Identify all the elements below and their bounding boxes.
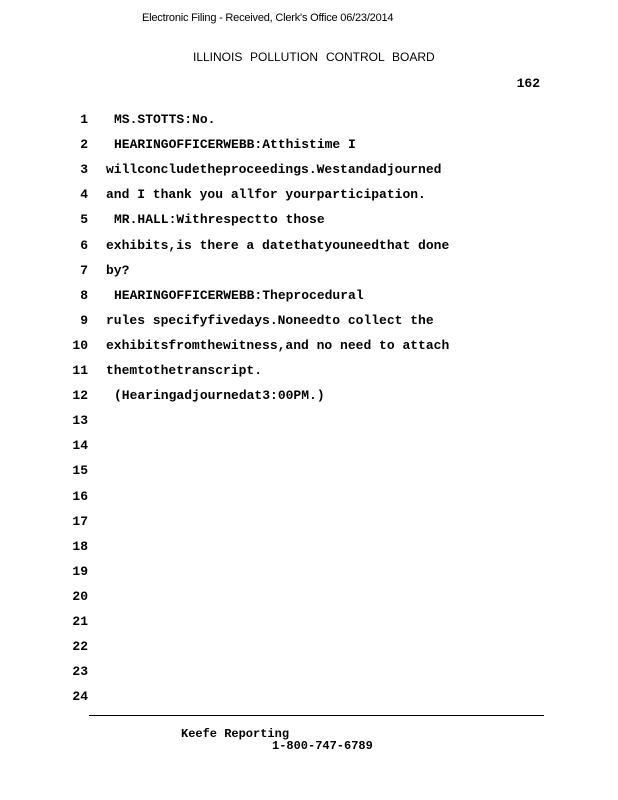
line-number: 3 (80, 162, 88, 178)
line-text: themtothetranscript. (106, 363, 263, 378)
line-text: exhibits,is there a datethatyouneedthat done (106, 237, 450, 253)
transcript-line (0, 313, 618, 338)
line-text: HEARINGOFFICERWEBB:Atthistime I (114, 137, 356, 153)
footer-rule (89, 715, 544, 716)
header-word-3: CONTROL (326, 50, 385, 64)
line-number: 23 (72, 664, 88, 680)
transcript-line (0, 137, 618, 162)
line-number: 19 (72, 563, 88, 579)
line-number: 20 (72, 588, 88, 604)
transcript-line (0, 338, 618, 363)
footer-phone: 1-800-747-6789 (272, 739, 373, 753)
transcript-line (0, 689, 618, 714)
line-number: 2 (80, 137, 88, 153)
transcript-line (0, 187, 618, 212)
line-text: exhibitsfromthewitness,and no need to attach (106, 337, 450, 353)
transcript-line (0, 388, 618, 413)
line-number: 17 (72, 513, 88, 529)
transcript-line (0, 664, 618, 689)
filing-stamp: Electronic Filing - Received, Clerk's Office 06/23/2014 (142, 12, 394, 24)
transcript-line (0, 413, 618, 438)
line-text: and I thank you allfor yourparticipation. (106, 187, 426, 203)
line-number: 1 (80, 112, 88, 127)
line-number: 5 (80, 212, 88, 228)
transcript-line (0, 212, 618, 237)
line-number: 15 (72, 463, 88, 479)
line-number: 13 (72, 413, 88, 429)
line-text: (Hearingadjournedat3:00PM.) (114, 388, 325, 404)
transcript-line (0, 263, 618, 288)
line-number: 12 (72, 388, 88, 404)
line-number: 14 (72, 438, 88, 454)
line-text: by? (106, 262, 130, 278)
transcript-line (0, 288, 618, 313)
transcript-line (0, 238, 618, 263)
transcript-line (0, 639, 618, 664)
transcript-line (0, 438, 618, 463)
line-text: willconcludetheproceedings.Westandadjourned (106, 162, 442, 178)
transcript-line (0, 363, 618, 388)
header-word-1: ILLINOIS (193, 50, 243, 64)
line-text: MR.HALL:Withrespectto those (114, 212, 325, 228)
footer-company: Keefe Reporting (181, 727, 290, 741)
transcript-line (0, 463, 618, 488)
line-number: 9 (80, 312, 88, 328)
transcript-line (0, 539, 618, 564)
line-number: 4 (80, 187, 88, 203)
line-number: 22 (72, 639, 88, 655)
transcript-line (0, 589, 618, 614)
line-number: 24 (72, 689, 88, 705)
line-text: HEARINGOFFICERWEBB:Theprocedural (114, 287, 364, 303)
line-number: 16 (72, 488, 88, 504)
transcript-line (0, 162, 618, 187)
transcript-line (0, 112, 618, 137)
line-number: 10 (72, 337, 88, 353)
transcript-line (0, 614, 618, 639)
line-number: 8 (80, 287, 88, 303)
line-number: 21 (72, 614, 88, 629)
transcript-line (0, 564, 618, 589)
header-word-2: POLLUTION (250, 50, 319, 64)
transcript-line (0, 489, 618, 514)
header-word-4: BOARD (392, 50, 435, 64)
line-number: 7 (80, 262, 88, 278)
page-number: 162 (516, 76, 540, 91)
transcript-line (0, 514, 618, 539)
line-number: 11 (72, 363, 88, 378)
line-text: rules specifyfivedays.Noneedto collect the (106, 312, 434, 328)
line-number: 6 (80, 237, 88, 253)
line-number: 18 (72, 538, 88, 554)
line-text: MS.STOTTS:No. (114, 112, 216, 127)
